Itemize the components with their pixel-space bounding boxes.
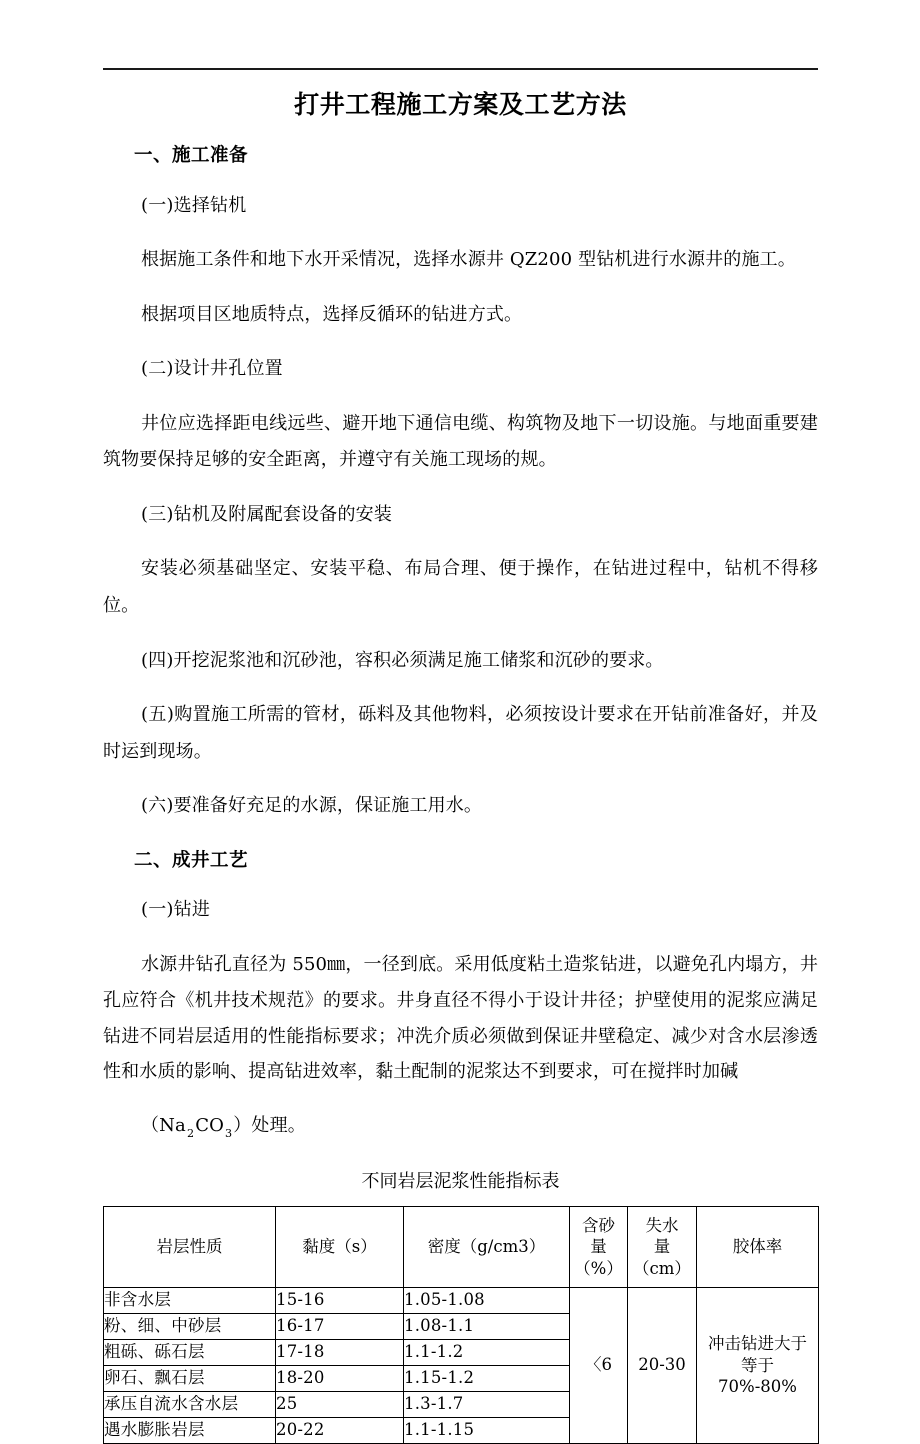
subheading-equipment-install: (三)钻机及附属配套设备的安装 — [141, 503, 393, 525]
section-heading-2: 二、成井工艺 — [134, 849, 249, 871]
sand-content-line-2: 量 — [590, 1237, 607, 1257]
col-header-colloid-rate: 胶体率 — [697, 1206, 819, 1287]
formula-close: ）处理。 — [233, 1115, 306, 1137]
paragraph-chemical-formula — [103, 1108, 818, 1146]
header-divider — [103, 68, 818, 70]
cell-viscosity: 16-17 — [276, 1313, 404, 1339]
cell-rock-property: 粗砾、砾石层 — [104, 1339, 276, 1365]
cell-viscosity: 17-18 — [276, 1339, 404, 1365]
cell-viscosity: 15-16 — [276, 1287, 404, 1313]
subheading-select-rig: (一)选择钻机 — [141, 194, 247, 216]
cell-density: 1.1-1.15 — [404, 1417, 570, 1443]
cell-density: 1.08-1.1 — [404, 1313, 570, 1339]
mud-performance-table — [103, 1206, 819, 1444]
paragraph-rig-selection: 根据施工条件和地下水开采情况，选择水源井 QZ200 型钻机进行水源井的施工。 — [141, 249, 796, 271]
cell-viscosity: 18-20 — [276, 1365, 404, 1391]
cell-rock-property: 非含水层 — [104, 1287, 276, 1313]
water-loss-line-1: 失水 — [645, 1215, 679, 1235]
formula-mid: CO — [195, 1115, 225, 1137]
table-header-row — [104, 1206, 819, 1287]
col-header-sand-content — [570, 1206, 628, 1287]
cell-density: 1.3-1.7 — [404, 1391, 570, 1417]
paragraph-drilling-detail: 水源井钻孔直径为 550㎜，一径到底。采用低度粘土造浆钻进，以避免孔内塌方，井孔应符合《机井技术规范》的要求。井身直径不得小于设计井径；护壁使用的泥浆应满足钻进不同岩层适用的性能指标要求；冲洗介质必须做到保证井壁稳定、减少对含水层渗透性和水质的影响、提高钻进效率，黏土配制的泥浆达不到要求，可在搅拌时加碱 — [103, 953, 818, 1083]
subheading-drilling: (一)钻进 — [141, 899, 211, 921]
cell-rock-property: 承压自流水含水层 — [104, 1391, 276, 1417]
cell-rock-property: 粉、细、中砂层 — [104, 1313, 276, 1339]
colloid-rate-line-1: 冲击钻进大于 — [708, 1334, 807, 1354]
cell-density: 1.1-1.2 — [404, 1339, 570, 1365]
col-header-rock-property: 岩层性质 — [104, 1206, 276, 1287]
page-content — [103, 0, 818, 1444]
col-header-viscosity: 黏度（s） — [276, 1206, 404, 1287]
formula-open: （Na — [141, 1115, 186, 1137]
cell-rock-property: 卵石、飘石层 — [104, 1365, 276, 1391]
cell-water-loss-merged: 20-30 — [628, 1287, 697, 1443]
table-body — [104, 1287, 819, 1443]
paragraph-drilling-method: 根据项目区地质特点，选择反循环的钻进方式。 — [141, 303, 523, 325]
cell-sand-content-merged: 〈6 — [570, 1287, 628, 1443]
table-row — [104, 1287, 819, 1313]
table-caption: 不同岩层泥浆性能指标表 — [361, 1170, 560, 1192]
paragraph-water-source: (六)要准备好充足的水源，保证施工用水。 — [141, 795, 483, 817]
cell-density: 1.15-1.2 — [404, 1365, 570, 1391]
sand-content-line-3: （%） — [574, 1258, 623, 1278]
paragraph-well-position: 井位应选择距电线远些、避开地下通信电缆、构筑物及地下一切设施。与地面重要建筑物要保持足够的安全距离，并遵守有关施工现场的规。 — [103, 412, 818, 471]
paragraph-equipment-install: 安装必须基础坚定、安装平稳、布局合理、便于操作，在钻进过程中，钻机不得移位。 — [103, 558, 818, 616]
paragraph-mud-pit: (四)开挖泥浆池和沉砂池，容积必须满足施工储浆和沉砂的要求。 — [141, 649, 664, 671]
cell-viscosity: 25 — [276, 1391, 404, 1417]
sand-content-line-1: 含砂 — [582, 1215, 615, 1235]
section-heading-1: 一、施工准备 — [134, 145, 249, 166]
water-loss-line-2: 量 — [653, 1237, 671, 1257]
cell-rock-property: 遇水膨胀岩层 — [104, 1417, 276, 1443]
formula-subscript-2: 2 — [186, 1127, 195, 1141]
table-head — [104, 1206, 819, 1287]
colloid-rate-line-2: 等于 70%-80% — [718, 1355, 797, 1397]
cell-density: 1.05-1.08 — [404, 1287, 570, 1313]
cell-viscosity: 20-22 — [276, 1417, 404, 1443]
cell-colloid-rate-merged — [697, 1287, 819, 1443]
water-loss-line-3: （cm） — [633, 1258, 691, 1278]
col-header-density: 密度（g/cm3） — [404, 1206, 570, 1287]
subheading-well-position: (二)设计井孔位置 — [141, 358, 283, 380]
formula-subscript-3: 3 — [225, 1127, 233, 1141]
col-header-water-loss — [628, 1206, 697, 1287]
page-title: 打井工程施工方案及工艺方法 — [294, 90, 627, 119]
paragraph-materials: (五)购置施工所需的管材，砾料及其他物料，必须按设计要求在开钻前准备好，并及时运到现场。 — [103, 704, 818, 762]
